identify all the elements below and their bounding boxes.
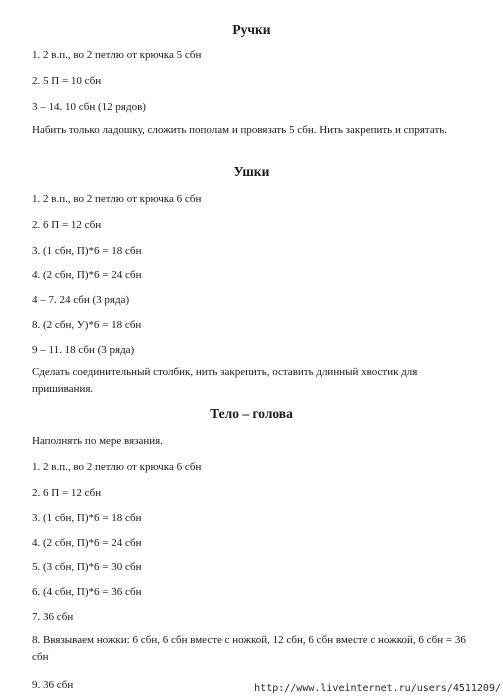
- section-title-hands: Ручки: [232, 22, 271, 37]
- instruction-line: 6. (4 сбн, П)*6 = 36 сбн: [32, 586, 142, 598]
- instruction-line: 9. 36 сбн: [32, 679, 74, 691]
- instruction-note: 8. Ввязываем ножки: 6 сбн, 6 сбн вместе с ножкой, 12 сбн, 6 сбн вместе с ножкой, 6 сбн = 36 сбн: [32, 634, 466, 663]
- instruction-line: 2. 6 П = 12 сбн: [32, 487, 102, 499]
- instruction-line: 4 – 7. 24 сбн (3 ряда): [32, 294, 130, 306]
- instruction-line: 2. 5 П = 10 сбн: [32, 75, 102, 87]
- instruction-line: 1. 2 в.п., во 2 петлю от крючка 6 сбн: [32, 193, 202, 205]
- instruction-note: Сделать соединительный столбик, нить закрепить, оставить длинный хвостик для пришивания.: [32, 366, 418, 395]
- instruction-line: 1. 2 в.п., во 2 петлю от крючка 6 сбн: [32, 461, 202, 473]
- instruction-line: 7. 36 сбн: [32, 611, 74, 623]
- instruction-line: 2. 6 П = 12 сбн: [32, 219, 102, 231]
- instruction-line: 1. 2 в.п., во 2 петлю от крючка 5 сбн: [32, 49, 202, 61]
- instruction-line: 8. (2 сбн, У)*6 = 18 сбн: [32, 319, 142, 331]
- section-title-body-head: Тело – голова: [210, 406, 293, 421]
- instruction-line: 3. (1 сбн, П)*6 = 18 сбн: [32, 512, 142, 524]
- instruction-line: 9 – 11. 18 сбн (3 ряда): [32, 344, 135, 356]
- instruction-intro: Наполнять по мере вязания.: [32, 435, 163, 447]
- instruction-line: 5. (3 сбн, П)*6 = 30 сбн: [32, 561, 142, 573]
- instruction-line: 4. (2 сбн, П)*6 = 24 сбн: [32, 537, 142, 549]
- source-url-watermark[interactable]: http://www.liveinternet.ru/users/4511209/: [254, 683, 501, 694]
- instruction-line: 4. (2 сбн, П)*6 = 24 сбн: [32, 269, 142, 281]
- instruction-line: 3. (1 сбн, П)*6 = 18 сбн: [32, 245, 142, 257]
- section-title-ears: Ушки: [233, 164, 270, 179]
- instruction-note: Набить только ладошку, сложить пополам и провязать 5 сбн. Нить закрепить и спрятать.: [32, 124, 448, 136]
- instruction-line: 3 – 14. 10 сбн (12 рядов): [32, 101, 146, 113]
